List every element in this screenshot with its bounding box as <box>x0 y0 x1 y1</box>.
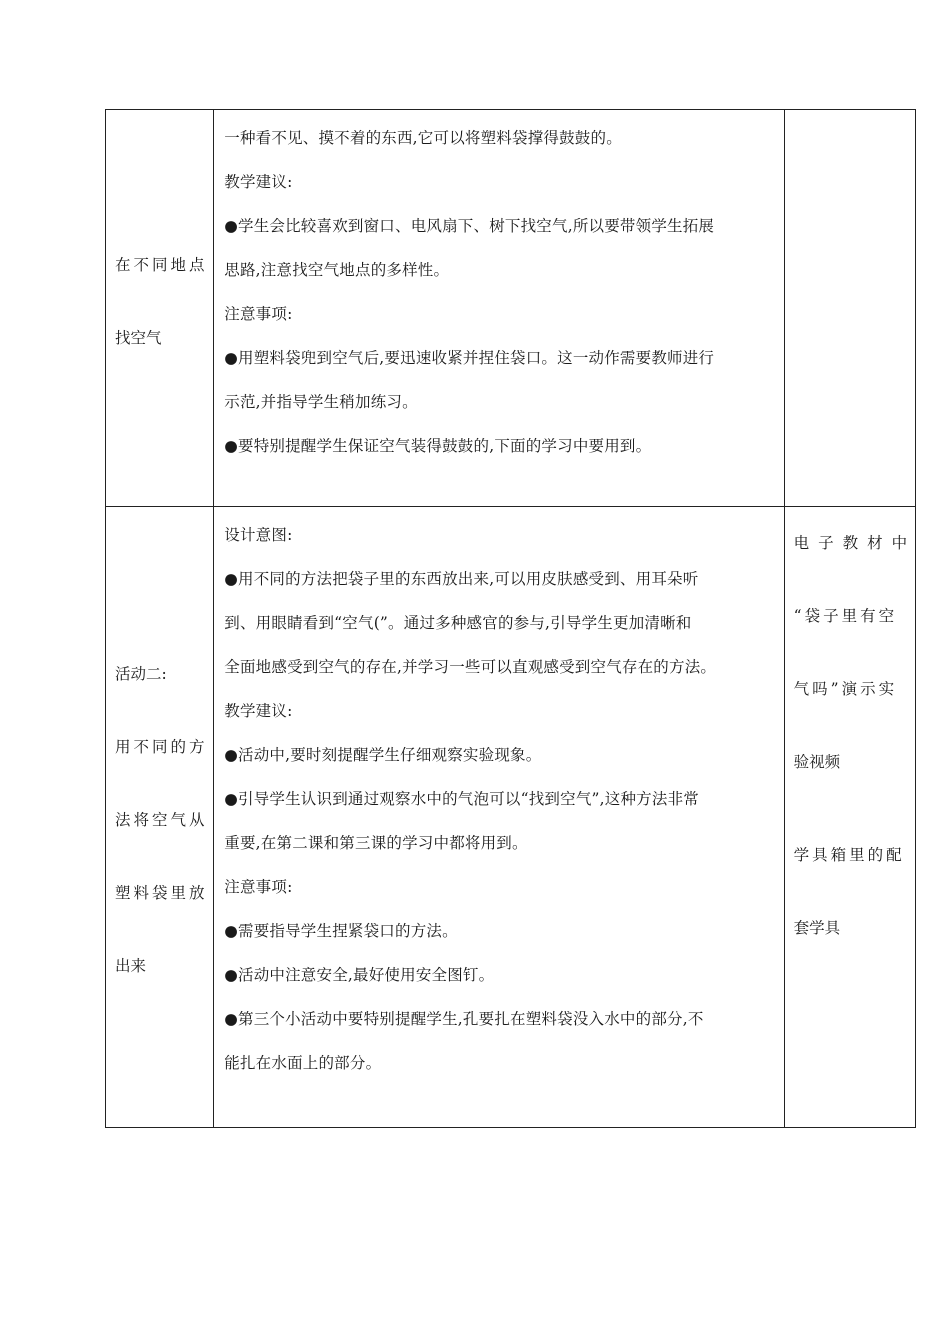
resources-cell <box>784 507 915 1128</box>
guidance-line: ●引导学生认识到通过观察水中的气泡可以“找到空气”,这种方法非常 <box>224 790 699 808</box>
guidance-cell <box>214 110 784 507</box>
guidance-line: 能扎在水面上的部分。 <box>224 1054 382 1072</box>
activity-name-line: 在不同地点 <box>115 256 208 274</box>
guidance-line: ●活动中注意安全,最好使用安全图钉。 <box>224 966 495 984</box>
resource-line: 套学具 <box>793 919 841 937</box>
guidance-line: ●要特别提醒学生保证空气装得鼓鼓的,下面的学习中要用到。 <box>224 437 652 455</box>
activity-name-line: 塑料袋里放 <box>115 884 208 902</box>
guidance-heading: 教学建议: <box>224 702 293 720</box>
guidance-line: 到、用眼睛看到“空气(”。通过多种感官的参与,引导学生更加清晰和 <box>224 614 692 632</box>
activity-name-line: 法将空气从 <box>115 811 208 829</box>
guidance-heading: 注意事项: <box>224 305 293 323</box>
resource-line: 气吗”演示实 <box>793 680 898 698</box>
table-row <box>106 507 916 1128</box>
guidance-line: ●第三个小活动中要特别提醒学生,孔要扎在塑料袋没入水中的部分,不 <box>224 1010 704 1028</box>
guidance-heading: 教学建议: <box>224 173 293 191</box>
lesson-plan-table <box>105 109 916 1128</box>
resource-line: 电子教材中 <box>793 534 917 552</box>
guidance-line: ●学生会比较喜欢到窗口、电风扇下、树下找空气,所以要带领学生拓展 <box>224 217 715 235</box>
guidance-line: 一种看不见、摸不着的东西,它可以将塑料袋撑得鼓鼓的。 <box>224 129 622 147</box>
activity-name-line: 用不同的方 <box>115 738 208 756</box>
activity-name-line: 活动二: <box>115 665 167 683</box>
activity-name-cell <box>106 110 214 507</box>
guidance-line: ●活动中,要时刻提醒学生仔细观察实验现象。 <box>224 746 542 764</box>
resource-line: 验视频 <box>793 753 841 771</box>
activity-name-cell <box>106 507 214 1128</box>
guidance-line: ●用塑料袋兜到空气后,要迅速收紧并捏住袋口。这一动作需要教师进行 <box>224 349 715 367</box>
guidance-cell <box>214 507 784 1128</box>
resource-line <box>794 799 909 819</box>
guidance-heading: 注意事项: <box>224 878 293 896</box>
guidance-line: ●需要指导学生捏紧袋口的方法。 <box>224 922 458 940</box>
guidance-line: ●用不同的方法把袋子里的东西放出来,可以用皮肤感受到、用耳朵听 <box>224 570 699 588</box>
guidance-heading: 设计意图: <box>224 526 293 544</box>
guidance-line: 全面地感受到空气的存在,并学习一些可以直观感受到空气存在的方法。 <box>224 658 717 676</box>
resource-line: “袋子里有空 <box>793 607 898 625</box>
activity-name-line: 找空气 <box>115 329 162 347</box>
guidance-line: 示范,并指导学生稍加练习。 <box>224 393 418 411</box>
activity-name-line: 出来 <box>115 957 147 975</box>
guidance-line: 思路,注意找空气地点的多样性。 <box>224 261 450 279</box>
table-row <box>106 110 916 507</box>
resources-cell <box>784 110 915 507</box>
guidance-line: 重要,在第二课和第三课的学习中都将用到。 <box>224 834 528 852</box>
resource-line: 学具箱里的配 <box>793 846 905 864</box>
